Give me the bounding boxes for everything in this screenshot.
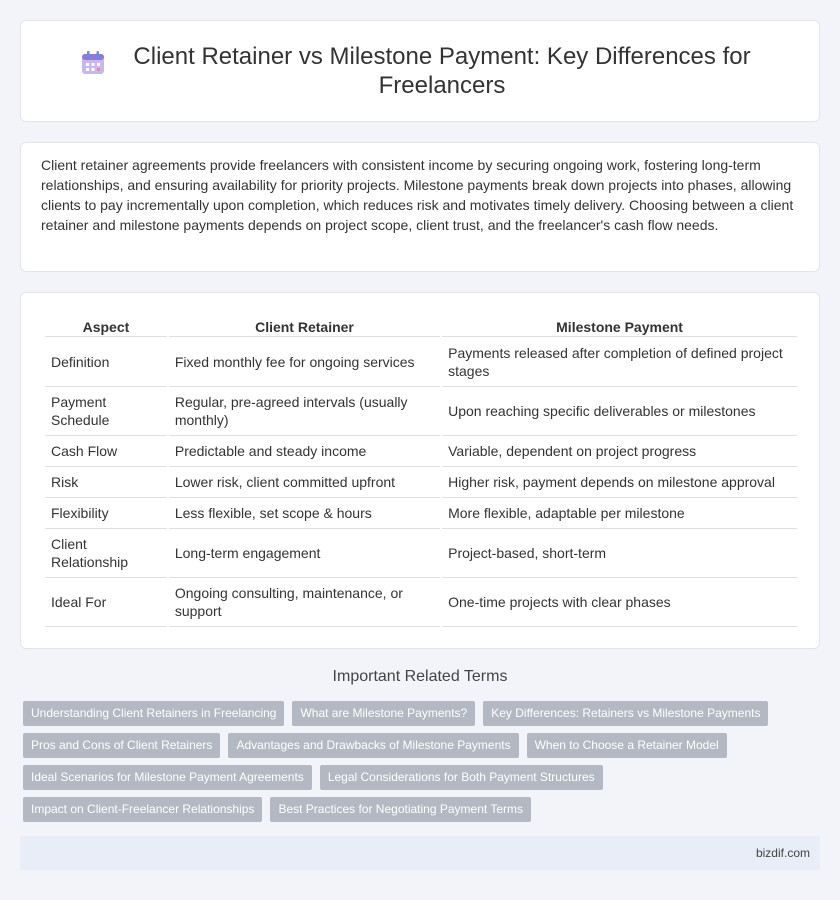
footer [20,836,820,870]
row-aspect: Definition [45,337,167,387]
row-retainer: Predictable and steady income [169,436,440,467]
row-retainer: Ongoing consulting, maintenance, or support [169,578,440,627]
related-tag[interactable]: Key Differences: Retainers vs Milestone Payments [483,701,768,726]
row-retainer: Long-term engagement [169,529,440,578]
header-milestone-payment: Milestone Payment [442,315,797,337]
row-milestone: Project-based, short-term [442,529,797,578]
tag-row [23,701,823,726]
table-row [45,529,797,578]
table-row [45,337,797,387]
related-tag[interactable]: What are Milestone Payments? [292,701,475,726]
comparison-table-card [20,292,820,649]
row-milestone: Variable, dependent on project progress [442,436,797,467]
row-retainer: Fixed monthly fee for ongoing services [169,337,440,387]
related-tag[interactable]: When to Choose a Retainer Model [527,733,727,758]
title-wrap [70,42,770,100]
row-aspect: Ideal For [45,578,167,627]
related-tag[interactable]: Understanding Client Retainers in Freelancing [23,701,284,726]
header-client-retainer: Client Retainer [169,315,440,337]
tag-row [23,797,823,822]
row-milestone: Higher risk, payment depends on milestone approval [442,467,797,498]
related-tag[interactable]: Advantages and Drawbacks of Milestone Payments [228,733,518,758]
related-tag[interactable]: Impact on Client-Freelancer Relationships [23,797,262,822]
row-retainer: Less flexible, set scope & hours [169,498,440,529]
comparison-table [43,315,799,627]
page-title: Client Retainer vs Milestone Payment: Key Differences for Freelancers [133,43,751,99]
table-row [45,578,797,627]
footer-site-link[interactable]: bizdif.com [755,846,810,860]
row-aspect: Payment Schedule [45,387,167,436]
row-milestone: Payments released after completion of defined project stages [442,337,797,387]
intro-card [20,142,820,272]
tag-row [23,733,823,758]
row-milestone: Upon reaching specific deliverables or milestones [442,387,797,436]
row-milestone: One-time projects with clear phases [442,578,797,627]
row-milestone: More flexible, adaptable per milestone [442,498,797,529]
related-terms-tags [23,701,823,829]
row-aspect: Risk [45,467,167,498]
tag-row [23,765,823,790]
row-retainer: Regular, pre-agreed intervals (usually monthly) [169,387,440,436]
table-row [45,498,797,529]
table-row [45,387,797,436]
related-tag[interactable]: Ideal Scenarios for Milestone Payment Agreements [23,765,312,790]
related-terms-title: Important Related Terms [332,668,508,685]
header-aspect: Aspect [45,315,167,337]
table-row [45,436,797,467]
header-card [20,20,820,122]
related-tag[interactable]: Best Practices for Negotiating Payment Terms [270,797,531,822]
table-header-row [45,315,797,337]
table-row [45,467,797,498]
row-retainer: Lower risk, client committed upfront [169,467,440,498]
row-aspect: Client Relationship [45,529,167,578]
row-aspect: Cash Flow [45,436,167,467]
calendar-icon [78,48,108,78]
related-tag[interactable]: Pros and Cons of Client Retainers [23,733,220,758]
row-aspect: Flexibility [45,498,167,529]
related-tag[interactable]: Legal Considerations for Both Payment Structures [320,765,603,790]
intro-text: Client retainer agreements provide freelancers with consistent income by securing ongoing work, fostering long-term relationships, and ensuring availability for priority projects. Milestone payments break down projects into phases, allowing clients to pay incrementally upon completion, which reduces risk and motivates timely delivery. Choosing between a client retainer and milestone payments depends on project scope, client trust, and the freelancer's cash flow needs. [41,157,794,233]
